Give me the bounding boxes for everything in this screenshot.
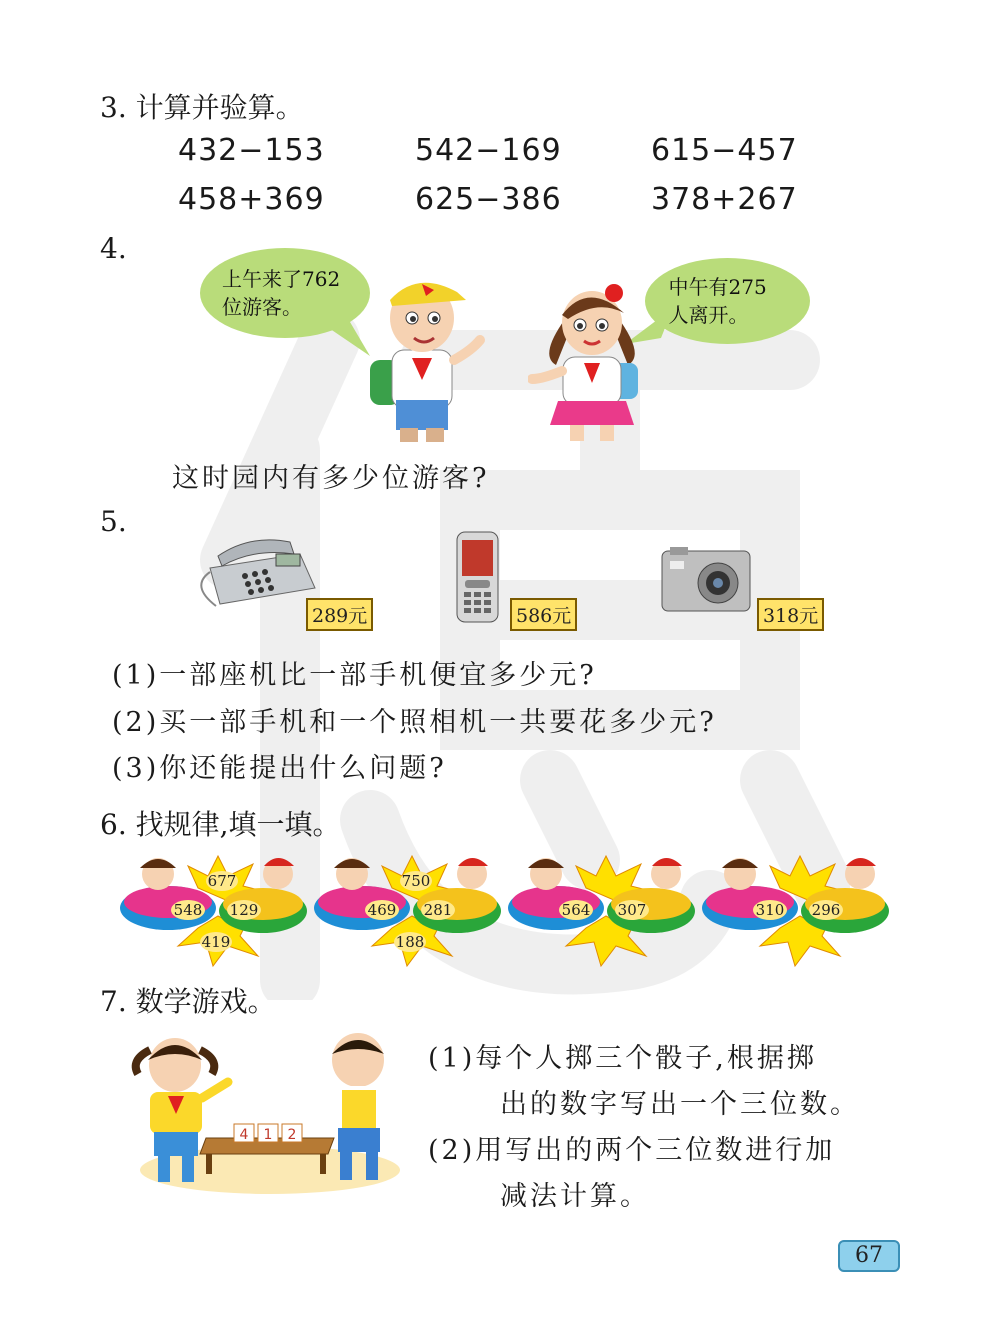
q3-title: 3. 计算并验算。 — [100, 91, 304, 124]
q5-label: 5. — [100, 505, 127, 538]
right-number: 296 — [811, 901, 841, 919]
left-number: 469 — [367, 901, 397, 919]
left-number: 548 — [173, 901, 203, 919]
q7-line: 出的数字写出一个三位数。 — [500, 1089, 860, 1120]
dice-game-illustration — [120, 1030, 410, 1200]
price-tag: 586元 — [510, 598, 577, 631]
die-face: 2 — [287, 1127, 297, 1143]
q7-line: (2)用写出的两个三位数进行加 — [428, 1135, 836, 1166]
bumper-car-group — [506, 846, 696, 975]
q5-question: (1)一部座机比一部手机便宜多少元? — [112, 660, 597, 691]
price-tag: 318元 — [757, 598, 824, 631]
boy-speech-bubble — [200, 248, 370, 338]
q5-question: (2)买一部手机和一个照相机一共要花多少元? — [112, 707, 717, 738]
left-number: 310 — [755, 901, 785, 919]
q5-question: (3)你还能提出什么问题? — [112, 753, 447, 784]
boy-illustration — [362, 270, 492, 445]
q3-expr: 378+267 — [651, 182, 798, 217]
q7-line: (1)每个人掷三个骰子,根据掷 — [428, 1043, 817, 1074]
q3-expr: 458+369 — [178, 182, 325, 217]
q3-expr: 615−457 — [651, 133, 798, 168]
bumper-car-group — [312, 846, 502, 975]
q6-title: 6. 找规律,填一填。 — [100, 808, 341, 841]
top-number: 750 — [401, 872, 431, 890]
price-tag: 289元 — [306, 598, 373, 631]
q3-expr: 432−153 — [178, 133, 325, 168]
girl-speech-bubble — [645, 258, 810, 344]
die-face: 1 — [263, 1127, 273, 1143]
boy-speech-text: 上午来了762位游客。 — [222, 267, 341, 319]
q3-expr: 542−169 — [415, 133, 562, 168]
girl-speech-text: 中午有275人离开。 — [668, 275, 767, 327]
desk-phone-icon — [190, 528, 320, 608]
bumper-car-group — [118, 846, 308, 975]
top-number: 677 — [207, 872, 237, 890]
page-number: 67 — [838, 1240, 900, 1272]
mobile-phone-icon — [455, 530, 500, 625]
q4-question: 这时园内有多少位游客? — [172, 463, 490, 494]
camera-icon — [660, 545, 752, 613]
q4-label: 4. — [100, 232, 127, 265]
right-number: 307 — [617, 901, 647, 919]
q3-expr: 625−386 — [415, 182, 562, 217]
q7-line: 减法计算。 — [500, 1181, 650, 1212]
q7-title: 7. 数学游戏。 — [100, 985, 276, 1018]
left-number: 564 — [561, 901, 591, 919]
bottom-number: 188 — [395, 933, 425, 951]
die-face: 4 — [239, 1127, 249, 1143]
bottom-number: 419 — [201, 933, 231, 951]
right-number: 281 — [423, 901, 453, 919]
bumper-car-group — [700, 846, 890, 975]
right-number: 129 — [229, 901, 259, 919]
girl-illustration — [528, 275, 653, 445]
